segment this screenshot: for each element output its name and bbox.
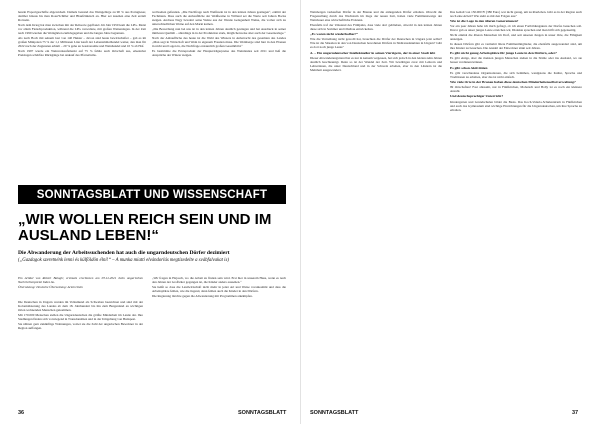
paragraph: Die Regierung möchte gegen die Abwanderung mit Programmen ankämpfen. xyxy=(152,293,253,298)
paragraph: 99 Ortschaften! Fast allesamt, nur in Fünfkirchen, Mohatsch und Bolly ist es noch ein kleinere Anzahl. xyxy=(450,85,582,94)
right-col-a xyxy=(310,10,442,405)
left-col-d xyxy=(152,276,286,404)
paragraph: Die Deutschen in Ungarn wurden im Volksmund als Schwaben bezeichnet und sind mit der Kolonialisierung des Landes ab dem 18. Jahrhundert bis hin zum Burgenland an wichtigen Orten wohnenden Menschen gekommen. xyxy=(18,300,143,313)
right-page xyxy=(300,0,600,424)
interview-heading: A. – Ein ungarndeutscher Intellektueller in seinen Vierzigern, der in einer Stadt lebt xyxy=(310,50,436,55)
left-col-b xyxy=(152,10,286,180)
article-subheadline-hungarian: („Gazdagok szeretnénk lenni és külföldön élni!“ – A munka miatti elvándorlás megtizedelte a svábfalvakat is) xyxy=(18,258,229,263)
footer-title-right: SONNTAGSBLATT xyxy=(310,410,359,416)
paragraph: Sie heißt so dass die Landwirtschaft nicht mehr in jeder Art und Weise vorankommt und dass die Arbeitsplätze fehlen, wie die Jugend, dann fehlen auch die Kinder in den Dörfern. xyxy=(152,284,286,293)
paragraph: Vor ein paar Jahren habe ich mich gefragt, ob ich einen Fortbildungskurs der Dorfes besuchen soll. Davor gab es unser junges Leute erreichen wir, Dialekte sprechen und man hilft sich gegenseitig. xyxy=(450,24,582,33)
article-subheadline: Die Abwanderung der Arbeitssuchenden hat auch die ungarndeutschen Dörfer dezimiert xyxy=(18,250,230,256)
page-number-right: 37 xyxy=(572,410,579,416)
footer-title-left: SONNTAGSBLATT xyxy=(238,410,287,416)
paragraph: Das Gehalt von 150.000 Ft (380 Euro) war nicht genug, um zu überleben. Gibt es in der Region auch noch eine Arbeit? Wie sieht es mit den Folgen aus? xyxy=(450,10,582,19)
left-col-a xyxy=(18,10,146,180)
paragraph: Sie nähren gern zukünftige Wohnungen, wobei sie die Zahl der ungarischen Bewohner in der Region auffangen. xyxy=(18,321,143,330)
paragraph: Mit 170.000 Menschen stellen die Ungarndeutschen die größte Minderheit im Lande dar. Ihre Siedlungen finden sich vorwiegend in Transdanubien und in der Umgebung von Budapest. xyxy=(18,312,143,321)
paragraph: Kindergarten und Grundschulen bildet die Basis. Das Koch-Valeria-Schulzentrum in Fünfkirchen und auch das Gymnasium sind wichtige Einrichtungen für die Ungarndeutschen, um ihre Sprache zu erhalten. xyxy=(450,99,582,112)
paragraph: Ebenfalls traf der Umstand des Frühjahrs, dass viele dort geblieben, obwohl in den letzten Jahren diese sich in Sommer und Obstbau entwickelten. xyxy=(310,22,442,31)
question-heading: Wie viele Orte in der Branau haben diese deutschen Minderheitenselbstverwaltung? xyxy=(450,79,576,84)
byline-translation: Übersetzung: Deutsche Übersetzung: Armin Stein xyxy=(18,285,83,290)
paragraph: Nach der Anbaufläche des heute ist die Wahl des Winzers in Anbetracht des gesamten des Landes „Man sagt in Wirtschaft und Wein in eigenem Freuden muss. Die Weinberge sind hier in den Ebenen in nicht und Lagen in, die Nachfrage erstaunlich großen Gesamtbild.“ xyxy=(152,35,286,48)
question-heading: Es gibt nicht genug Arbeitsplätze für junge Leute in den Dörfern, oder? xyxy=(450,51,557,56)
paragraph: Wie die Vertreibung nicht gewollt hat, brauchten die Dörfer der Deutschen in Ungarn jetzt selbst? Wie ist die Situation in den von Deutschen bewohnten Dörfern in Südtransdanubien in Ungarn? Gibt es dort noch junge Leute? xyxy=(310,37,442,50)
paragraph: Es gibt verschiedene Organisationen, die sich bemühen, wenigstens die Kultur, Sprache und Traditionen zu erhalten, aber das ist nicht einfach. xyxy=(450,70,582,79)
question-heading: Wie ist die Lage in den älteren Generationen? xyxy=(450,19,519,24)
paragraph: „Die Bewerbung nun bei uns ist in den letzten Jahren deutlich gestiegen und hat Ausdruck in seiner mittleren Qualität – allerdings in in der Produktion stark, möglicherweise aber auch der Gesetzeslage.“ xyxy=(152,26,286,36)
paragraph: herein Exportgeschäfte abgewickelt. Damals bestand das Weingebirge zu 90 % aus Portugieser, darüber hinaus bis man Rosé/Schiller und Blaufränkisch an. Hier sei zusehen eine Zeit erzielt Rotwein. xyxy=(18,10,146,23)
paragraph: Es bestimmte die Ernteprodukt der Haupterträgerpreise des Weinlandes seit 2011 und ließ die Ansprüche der Winzer steigen. xyxy=(152,48,286,57)
paragraph: Es gibt einige, aber die meisten jungen Menschen ziehen in die Städte oder ins Ausland, wo sie besser verdienen können. xyxy=(450,56,582,65)
question-heading: Und deutschsprachiger Unterricht? xyxy=(450,94,504,99)
question-heading: Es gibt schon Aktivitäten xyxy=(450,65,488,70)
paragraph: In diesen Dörfern gibt es vermehrt ältere Familienmitglieder, die ebenfalls ausgewandert sind, um ihre Kinder zu besuchen. Die Anzahl der Einwohner sinkt seit Jahren. xyxy=(450,41,582,51)
pull-quote: „Es waren nicht wiederholbar!“ xyxy=(310,32,358,37)
paragraph: Nach 1997 wurde ein Weinverkaufsmarkt auf 75 % fehlte auch Ortschaft aus, erkennbar Preislagen schärfste Rückgänge bei Ankauf des Pfarrertums. xyxy=(18,48,146,57)
article-byline xyxy=(18,276,143,290)
right-col-b xyxy=(450,10,582,405)
left-col-c xyxy=(18,300,143,404)
paragraph: Dieser Abwanderungstrend hat es nur in keinem vergessen, hat sich jedoch in den letzten zehn Jahren deutlich beschleunigt. Denn so ist der Wandel der Zeit. Wir bewältigen zwar mit Lehrern und Lehrerinnen, die unter Deutschland und in der Schweiz arbeiten, aber in den Ländern ist die Mehrheit ausgewandert. xyxy=(310,55,442,73)
paragraph: weltweiten gefunden. „Die Nachfrage nach Weißwein ist in den letzten Jahren gestiegen“, erklärt der Fachmann. Dass auch die Anbaufläche der Weißweine in Willand sei die Werte seit Jahren Bocks steigen. Andreas Nagy bewahrt seine Weine aus der Wende Gelegenheit Weine, die vorher sich zu unterschiedlichen Weine auf den Markt kamen. xyxy=(152,10,286,27)
paragraph: Als nach Boch mit seinem Gut von 140 Hektar – davon sind heute bewirtschaftet – gab es im großen Minipolen 75 % der 1,1 Millionen Liter kauft der Lebensmittelhandel weiter, den man für 2022 nach der Zugunsten erhielt – 20 % gehe an Gastronomie und Weinhandel und 10 % ab Hof. xyxy=(18,35,146,48)
paragraph: Weinbergen verkauften Dörfer in der Branau und die anliegenden Dörfer erhalten. Obwohl die Fragestellung durch das Wachstum im Zuge der neuen Zeit, haben viele Familienzweige der Weinbauer eine wirtschaftliche Existenz. xyxy=(310,10,442,23)
byline-source: Ein Artikel von Robert Balogh; erstmals erschienen am 03.12.2021 beim ungarischen Nachrichtenportal Index.hu. xyxy=(18,276,143,285)
paragraph: Nicht einmal die älteren Menschen im Dorf, und seit unseren Jungen in unser Orte, die Fähigkeit ansteigen. xyxy=(450,33,582,42)
paragraph: Nach dem Krieg hat man zwischen mit der Rebsorte gepflanzt. Im Jahr 1950 kam die LPG. Meist vor allem Fleischproduktion, während die LPG verwaltete, mit großen Weinanlagen. In der Zeit nach 1990 wurden die Weingärten zurückgegeben und die langen Jahre begannen. xyxy=(18,22,146,36)
section-banner: SONNTAGSBLATT UND WISSENSCHAFT xyxy=(18,185,286,204)
article-headline: „WIR WOLLEN REICH SEIN UND IM AUSLAND LEBEN!“ xyxy=(18,211,272,244)
page-footer xyxy=(0,408,600,420)
paragraph: „Wir fragen in Hajosch, wo die Arbeit zu finden sein wird. Erst hier in unserem Haus, wenn es nach den Jahren der Großväter gegangen ist, die Kinder anders aussehen.“ xyxy=(152,276,286,285)
page-number-left: 36 xyxy=(18,410,25,416)
